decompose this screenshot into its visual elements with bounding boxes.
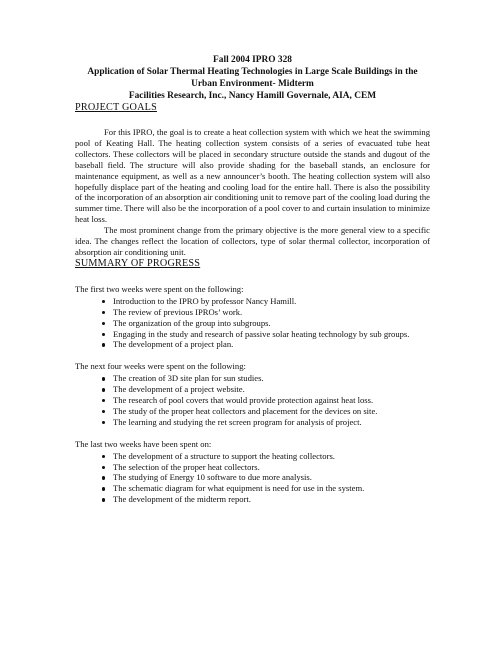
list-item: The selection of the proper heat collectors. xyxy=(104,462,430,473)
list-item: The review of previous IPROs’ work. xyxy=(104,307,430,318)
list-item: The study of the proper heat collectors and placement for the devices on site. xyxy=(104,406,430,417)
list-item: The development of a project website. xyxy=(104,384,430,395)
author-line: Facilities Research, Inc., Nancy Hamill Governale, AIA, CEM xyxy=(128,91,377,101)
course-title: Fall 2004 IPRO 328 xyxy=(213,55,292,65)
summary-of-progress-heading: SUMMARY OF PROGRESS xyxy=(75,257,201,269)
goals-paragraph-2: The most prominent change from the primary objective is the more general view to a specific idea. The changes reflect the location of collectors, type of solar thermal collector, incorporation of absorption air conditioning unit. xyxy=(75,225,430,257)
list-item: The development of the midterm report. xyxy=(104,494,430,505)
period-3-list xyxy=(75,451,430,506)
list-item: The research of pool covers that would provide protection against heat loss. xyxy=(104,395,430,406)
period-1-list xyxy=(75,296,430,351)
list-item: Engaging in the study and research of passive solar heating technology by sub groups. xyxy=(104,329,430,340)
list-item: The development of a structure to support the heating collectors. xyxy=(104,451,430,462)
list-item: Introduction to the IPRO by professor Nancy Hamill. xyxy=(104,296,430,307)
goals-paragraph-1: For this IPRO, the goal is to create a heat collection system with which we heat the swimming pool of Keating Hall. The heating collection system consists of a series of evacuated tube heat collectors. These collectors will be placed in secondary structure outside the stands and dugout of the baseball field. The structure will also provide shading for the baseball stands, an enclosure for maintenance equipment, as well as a new announcer’s booth. The heating collection system will also hopefully displace part of the heating and cooling load for the entire hall. There is also the possibility of the incorporation of an absorption air conditioning unit to remove part of the cooling load during the summer time. There will also be the incorporation of a pool cover to and curtain insulation to minimize heat loss. xyxy=(75,127,430,225)
period-3-intro: The last two weeks have been spent on: xyxy=(75,438,212,449)
period-1-intro: The first two weeks were spent on the following: xyxy=(75,283,244,294)
list-item: The studying of Energy 10 software to due more analysis. xyxy=(104,472,430,483)
list-item: The learning and studying the ret screen program for analysis of project. xyxy=(104,417,430,428)
report-title-line-1: Application of Solar Thermal Heating Technologies in Large Scale Buildings in the xyxy=(87,67,418,77)
report-title-line-2: Urban Environment- Midterm xyxy=(191,79,314,89)
project-goals-heading: PROJECT GOALS xyxy=(75,102,157,113)
list-item: The development of a project plan. xyxy=(104,339,430,350)
list-item: The schematic diagram for what equipment is need for use in the system. xyxy=(104,483,430,494)
list-item: The creation of 3D site plan for sun studies. xyxy=(104,373,430,384)
period-2-list xyxy=(75,373,430,428)
list-item: The organization of the group into subgroups. xyxy=(104,318,430,329)
period-2-intro: The next four weeks were spent on the following: xyxy=(75,361,246,372)
document-header xyxy=(75,54,430,102)
